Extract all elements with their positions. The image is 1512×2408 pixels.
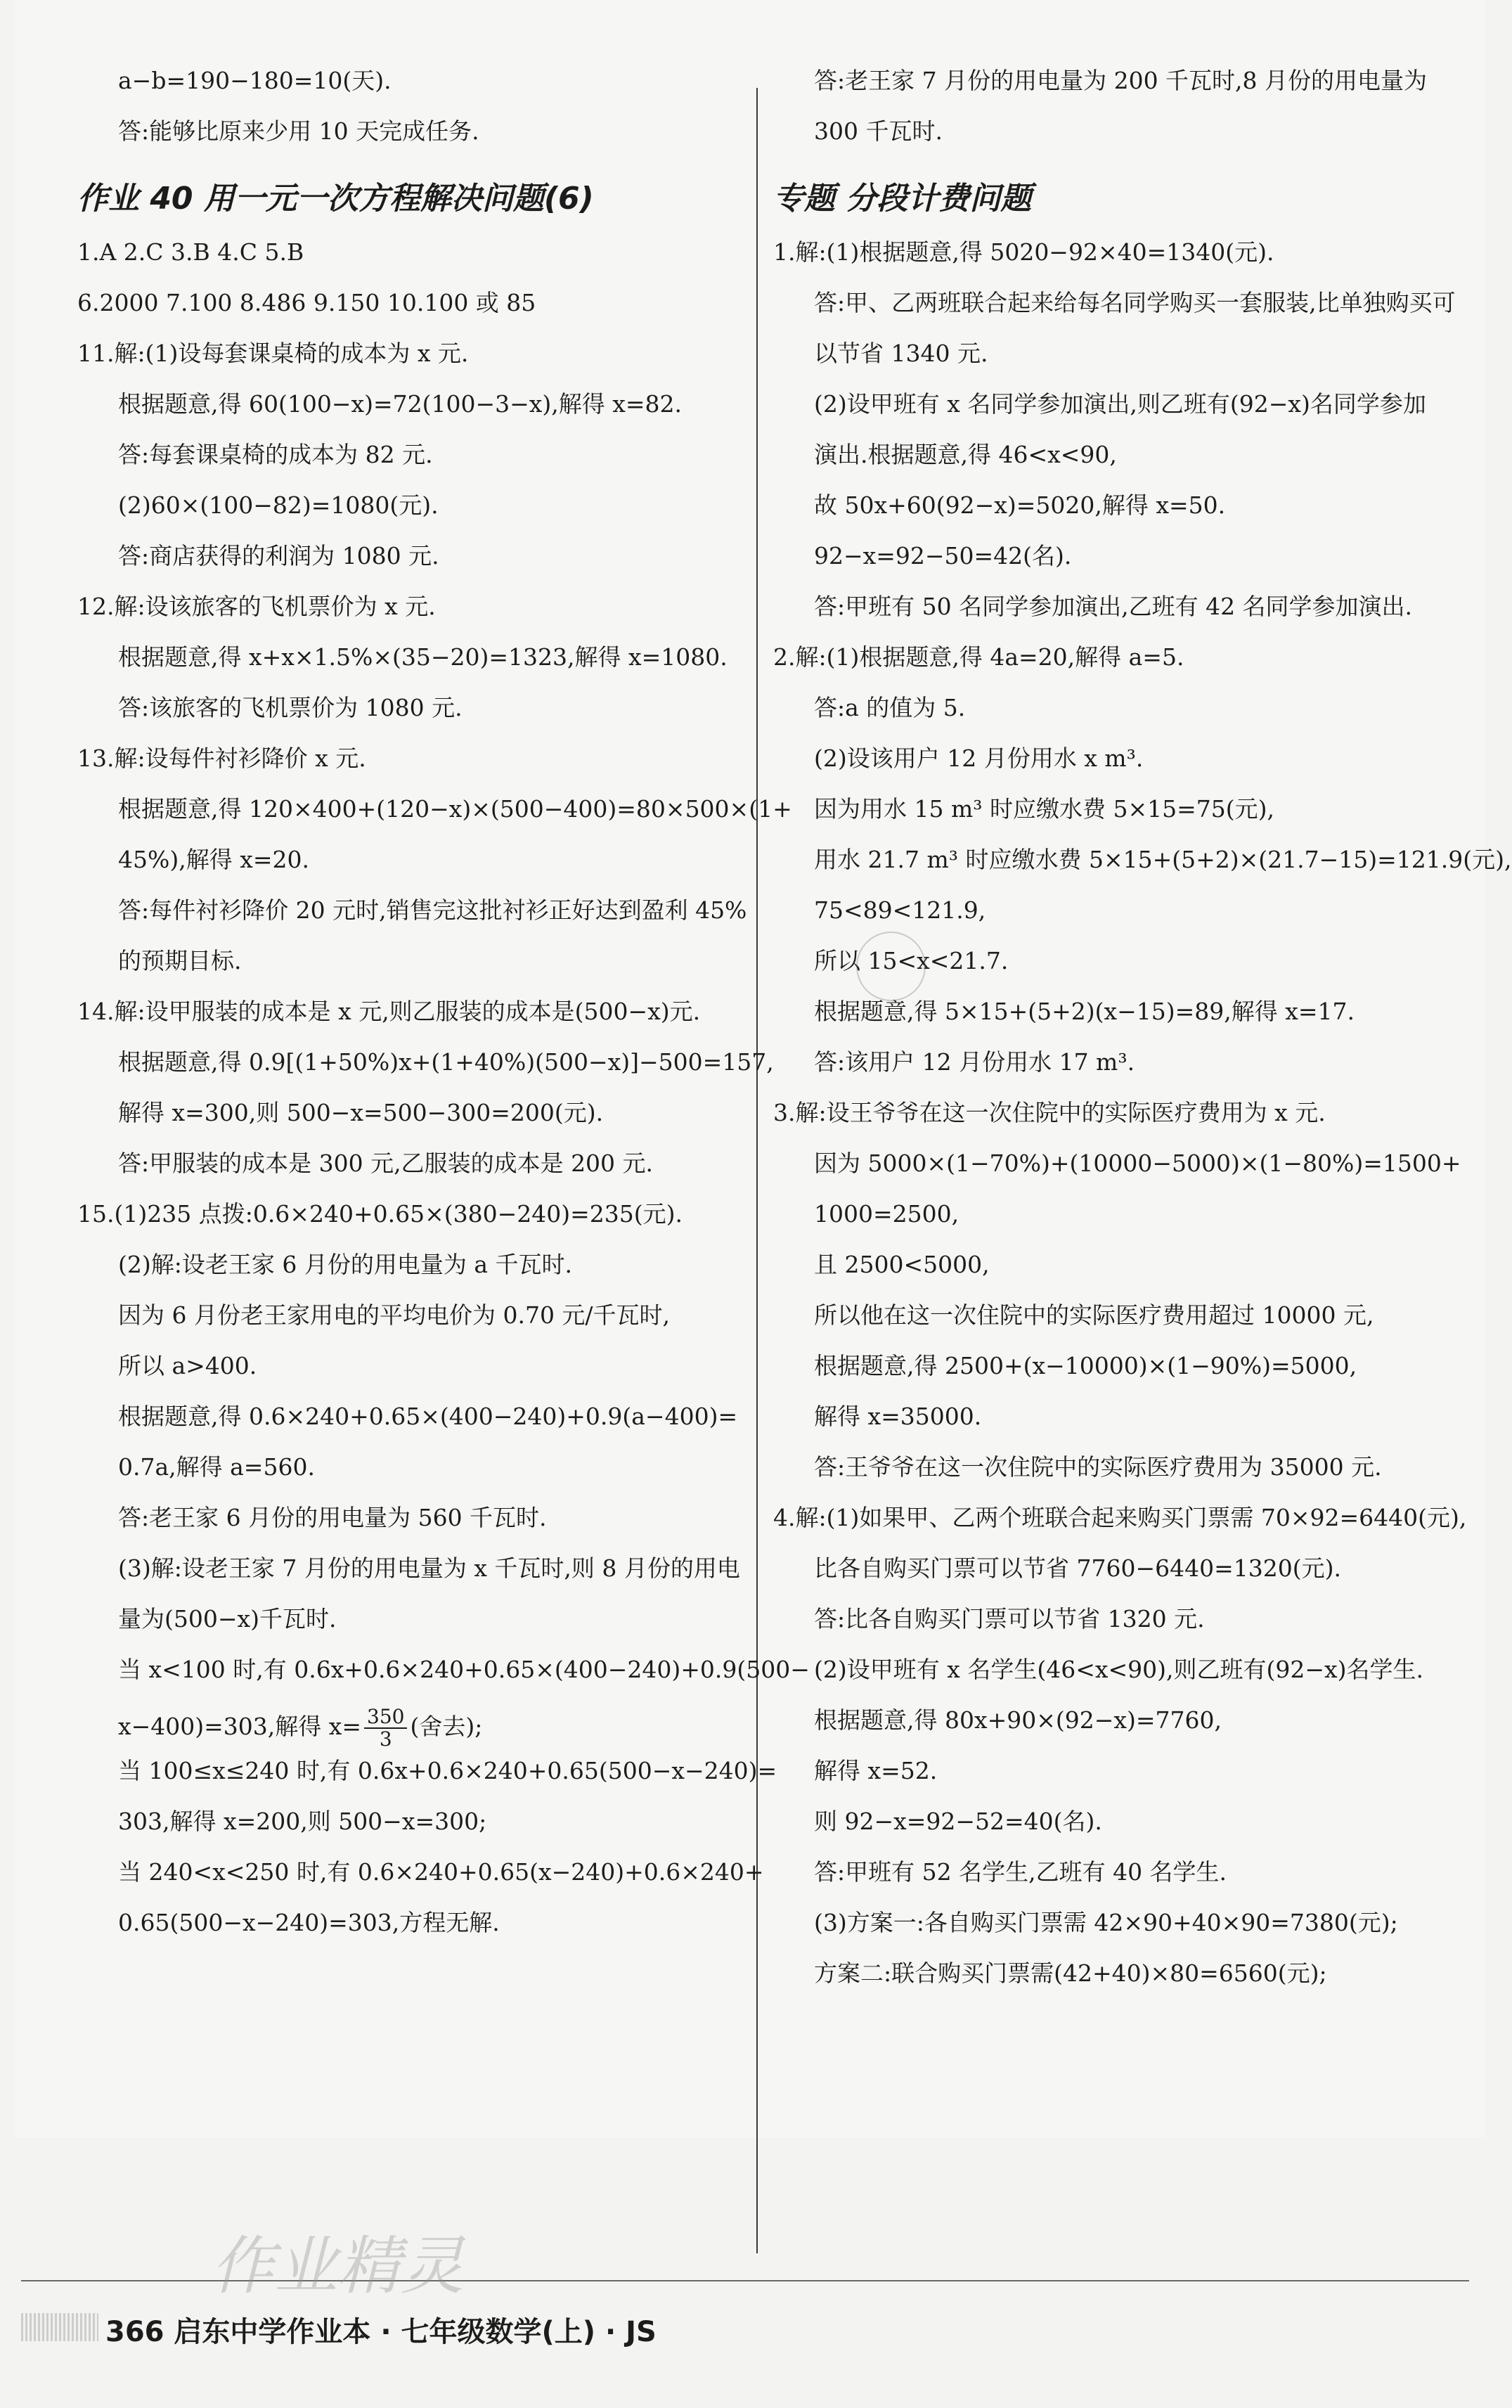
text-line: 所以他在这一次住院中的实际医疗费用超过 10000 元, <box>814 1301 1374 1329</box>
text-line: 答:甲班有 52 名学生,乙班有 40 名学生. <box>814 1858 1227 1886</box>
text-line: (2)60×(100−82)=1080(元). <box>118 491 439 519</box>
text-line: 且 2500<5000, <box>814 1251 990 1278</box>
text-line: 答:甲、乙两班联合起来给每名同学购买一套服装,比单独购买可 <box>814 289 1456 316</box>
text-line: 答:商店获得的利润为 1080 元. <box>118 542 439 569</box>
text-line: 演出.根据题意,得 46<x<90, <box>814 441 1117 468</box>
text-line: (2)设该用户 12 月份用水 x m³. <box>814 745 1144 772</box>
text-line: 3.解:设王爷爷在这一次住院中的实际医疗费用为 x 元. <box>773 1099 1326 1126</box>
text-line: 故 50x+60(92−x)=5020,解得 x=50. <box>814 491 1226 519</box>
text-line: 1000=2500, <box>814 1200 959 1228</box>
text-line: 答:老王家 7 月份的用电量为 200 千瓦时,8 月份的用电量为 <box>814 67 1428 94</box>
text-line: 方案二:联合购买门票需(42+40)×80=6560(元); <box>814 1959 1327 1987</box>
text-line: 答:甲班有 50 名同学参加演出,乙班有 42 名同学参加演出. <box>814 593 1413 620</box>
text-line: (3)解:设老王家 7 月份的用电量为 x 千瓦时,则 8 月份的用电 <box>118 1554 740 1582</box>
text-line: 答:甲服装的成本是 300 元,乙服装的成本是 200 元. <box>118 1150 654 1177</box>
text-line: 用水 21.7 m³ 时应缴水费 5×15+(5+2)×(21.7−15)=121.9(元), <box>814 846 1512 873</box>
text-line: 当 100≤x≤240 时,有 0.6x+0.6×240+0.65(500−x−240)= <box>118 1757 777 1784</box>
text-line: 4.解:(1)如果甲、乙两个班联合起来购买门票需 70×92=6440(元), <box>773 1504 1467 1531</box>
text-line: 答:每套课桌椅的成本为 82 元. <box>118 441 433 468</box>
text-line: 答:该旅客的飞机票价为 1080 元. <box>118 694 463 721</box>
text-line: 答:该用户 12 月份用水 17 m³. <box>814 1048 1135 1076</box>
fraction <box>364 1706 407 1750</box>
text-line: 当 x<100 时,有 0.6x+0.6×240+0.65×(400−240)+0.9(500− <box>118 1656 810 1683</box>
text-line: (2)设甲班有 x 名同学参加演出,则乙班有(92−x)名同学参加 <box>814 390 1426 418</box>
text-line: 0.65(500−x−240)=303,方程无解. <box>118 1909 500 1936</box>
text-line: 12.解:设该旅客的飞机票价为 x 元. <box>77 593 436 620</box>
text-line: 解得 x=52. <box>814 1757 938 1784</box>
text-line: 13.解:设每件衬衫降价 x 元. <box>77 745 366 772</box>
text-line: 所以 a>400. <box>118 1352 257 1379</box>
text-line: 根据题意,得 60(100−x)=72(100−3−x),解得 x=82. <box>118 390 682 418</box>
text-line: 1.解:(1)根据题意,得 5020−92×40=1340(元). <box>773 238 1274 266</box>
text-line: 答:每件衬衫降价 20 元时,销售完这批衬衫正好达到盈利 45% <box>118 896 747 924</box>
text-line: 根据题意,得 0.9[(1+50%)x+(1+40%)(500−x)]−500=157, <box>118 1048 774 1076</box>
text-line: 量为(500−x)千瓦时. <box>118 1605 337 1633</box>
left-answer-list <box>77 238 810 1706</box>
fraction-prefix: x−400)=303,解得 x= <box>118 1713 362 1740</box>
right-answer-list <box>773 238 1512 2010</box>
text-line: 解得 x=300,则 500−x=500−300=200(元). <box>118 1099 604 1126</box>
text-line: 根据题意,得 0.6×240+0.65×(400−240)+0.9(a−400)= <box>118 1403 738 1430</box>
text-line: 92−x=92−50=42(名). <box>814 542 1072 569</box>
text-line: 45%),解得 x=20. <box>118 846 309 873</box>
text-line: 根据题意,得 80x+90×(92−x)=7760, <box>814 1706 1222 1734</box>
text-line: 答:王爷爷在这一次住院中的实际医疗费用为 35000 元. <box>814 1453 1382 1481</box>
text-line: 答:a 的值为 5. <box>814 694 966 721</box>
text-line: 根据题意,得 5×15+(5+2)(x−15)=89,解得 x=17. <box>814 998 1355 1025</box>
text-line: (2)解:设老王家 6 月份的用电量为 a 千瓦时. <box>118 1251 572 1278</box>
fraction-numerator: 350 <box>364 1706 407 1729</box>
watermark: 作业精灵 <box>211 2229 464 2303</box>
text-line: 11.解:(1)设每套课桌椅的成本为 x 元. <box>77 340 469 367</box>
text-line: 1.A 2.C 3.B 4.C 5.B <box>77 238 304 266</box>
text-line: 因为 5000×(1−70%)+(10000−5000)×(1−80%)=1500+ <box>814 1150 1461 1177</box>
left-column <box>77 67 810 1959</box>
text-line: 答:能够比原来少用 10 天完成任务. <box>118 117 479 145</box>
text-line: (2)设甲班有 x 名学生(46<x<90),则乙班有(92−x)名学生. <box>814 1656 1423 1683</box>
section-title: 专题 分段计费问题 <box>773 181 1032 217</box>
section-title: 作业 40 用一元一次方程解决问题(6) <box>77 181 594 217</box>
text-line: (3)方案一:各自购买门票需 42×90+40×90=7380(元); <box>814 1909 1398 1936</box>
text-line: 因为用水 15 m³ 时应缴水费 5×15=75(元), <box>814 795 1274 823</box>
fraction-suffix: (舍去); <box>410 1713 483 1740</box>
text-line: a−b=190−180=10(天). <box>118 67 392 94</box>
footer-decoration <box>21 2313 98 2341</box>
text-line: 6.2000 7.100 8.486 9.150 10.100 或 85 <box>77 289 536 316</box>
text-line: 根据题意,得 x+x×1.5%×(35−20)=1323,解得 x=1080. <box>118 643 728 671</box>
text-line: 比各自购买门票可以节省 7760−6440=1320(元). <box>814 1554 1341 1582</box>
text-line: 解得 x=35000. <box>814 1403 982 1430</box>
text-line: 75<89<121.9, <box>814 896 986 924</box>
fraction-line <box>77 1706 745 1757</box>
stamp-mark <box>856 932 926 1001</box>
text-line: 15.(1)235 点拨:0.6×240+0.65×(380−240)=235(元). <box>77 1200 683 1228</box>
text-line: 当 240<x<250 时,有 0.6×240+0.65(x−240)+0.6×240+ <box>118 1858 764 1886</box>
text-line: 因为 6 月份老王家用电的平均电价为 0.70 元/千瓦时, <box>118 1301 671 1329</box>
right-column <box>773 67 1512 2010</box>
text-line: 以节省 1340 元. <box>814 340 988 367</box>
text-line: 303,解得 x=200,则 500−x=300; <box>118 1808 487 1835</box>
text-line: 0.7a,解得 a=560. <box>118 1453 315 1481</box>
text-line: 根据题意,得 2500+(x−10000)×(1−90%)=5000, <box>814 1352 1357 1379</box>
text-line: 所以 15<x<21.7. <box>814 947 1009 974</box>
text-line: 则 92−x=92−52=40(名). <box>814 1808 1102 1835</box>
text-line: 根据题意,得 120×400+(120−x)×(500−400)=80×500×(1+ <box>118 795 792 823</box>
left-tail-list <box>77 1757 777 1959</box>
text-line: 2.解:(1)根据题意,得 4a=20,解得 a=5. <box>773 643 1184 671</box>
text-line: 答:比各自购买门票可以节省 1320 元. <box>814 1605 1205 1633</box>
text-line: 答:老王家 6 月份的用电量为 560 千瓦时. <box>118 1504 547 1531</box>
page-footer: 366 启东中学作业本 · 七年级数学(上) · JS <box>105 2316 657 2348</box>
text-line: 的预期目标. <box>118 947 242 974</box>
text-line: 14.解:设甲服装的成本是 x 元,则乙服装的成本是(500−x)元. <box>77 998 701 1025</box>
fraction-denominator: 3 <box>379 1727 392 1751</box>
text-line: 300 千瓦时. <box>814 117 943 145</box>
column-divider <box>756 88 758 2253</box>
